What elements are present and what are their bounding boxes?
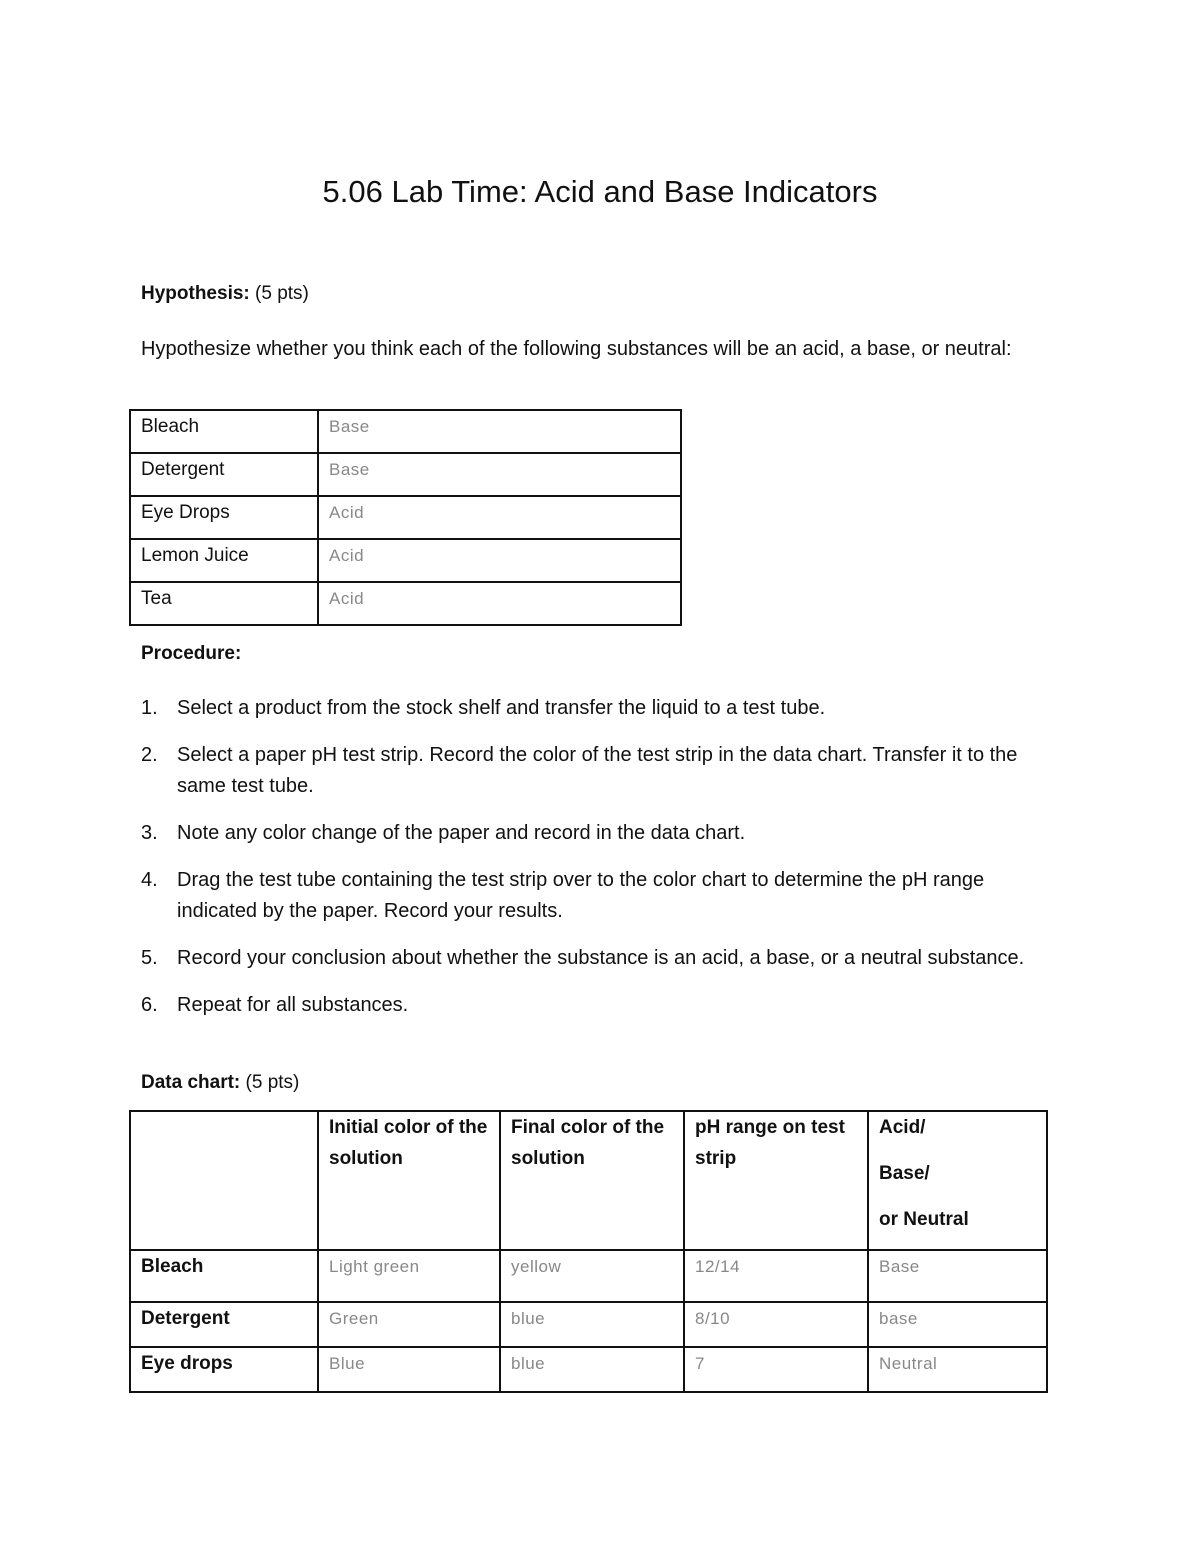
result-cell[interactable]: Neutral: [868, 1347, 1047, 1392]
ph-range-cell[interactable]: 7: [684, 1347, 868, 1392]
substance-cell: Eye Drops: [130, 496, 318, 539]
hypothesis-points: (5 pts): [249, 283, 309, 304]
list-item: [141, 740, 1041, 802]
step-text: Repeat for all substances.: [177, 994, 409, 1016]
page-title: 5.06 Lab Time: Acid and Base Indicators: [322, 174, 878, 209]
step-number: 6.: [141, 994, 158, 1016]
initial-color-cell[interactable]: Light green: [318, 1250, 500, 1302]
empty-header-cell: [130, 1111, 318, 1250]
step-text: Record your conclusion about whether the substance is an acid, a base, or a neutral substance.: [177, 947, 1025, 969]
answer-cell[interactable]: Base: [318, 410, 681, 453]
header-classification: [868, 1111, 1047, 1250]
substance-cell: Bleach: [130, 1250, 318, 1302]
procedure-list: [141, 693, 1041, 1037]
initial-color-cell[interactable]: Blue: [318, 1347, 500, 1392]
table-row: [130, 539, 681, 582]
substance-cell: Detergent: [130, 453, 318, 496]
header-final-color: Final color of the solution: [500, 1111, 684, 1250]
answer-cell[interactable]: Acid: [318, 496, 681, 539]
step-number: 2.: [141, 744, 158, 766]
data-chart-table: [129, 1110, 1048, 1393]
hypothesis-prompt: Hypothesize whether you think each of the following substances will be an acid, a base, or neutral:: [141, 338, 1012, 360]
final-color-cell[interactable]: blue: [500, 1302, 684, 1347]
list-item: [141, 990, 1041, 1021]
list-item: [141, 865, 1041, 927]
substance-cell: Tea: [130, 582, 318, 625]
header-class-line: Acid/: [879, 1117, 926, 1138]
answer-cell[interactable]: Base: [318, 453, 681, 496]
data-chart-points: (5 pts): [240, 1072, 300, 1093]
step-number: 5.: [141, 947, 158, 969]
final-color-cell[interactable]: blue: [500, 1347, 684, 1392]
substance-cell: Bleach: [130, 410, 318, 453]
list-item: [141, 693, 1041, 724]
ph-range-cell[interactable]: 12/14: [684, 1250, 868, 1302]
step-text: Select a paper pH test strip. Record the color of the test strip in the data chart. Transfer it to the same test tube.: [177, 744, 1018, 797]
substance-cell: Lemon Juice: [130, 539, 318, 582]
list-item: [141, 943, 1041, 974]
data-chart-heading: [141, 1071, 299, 1095]
step-number: 4.: [141, 869, 158, 891]
hypothesis-label: Hypothesis:: [141, 283, 250, 304]
table-row: [130, 582, 681, 625]
step-number: 1.: [141, 697, 158, 719]
header-initial-color: Initial color of the solution: [318, 1111, 500, 1250]
table-row: [130, 410, 681, 453]
step-number: 3.: [141, 822, 158, 844]
initial-color-cell[interactable]: Green: [318, 1302, 500, 1347]
list-item: [141, 818, 1041, 849]
table-row: [130, 496, 681, 539]
answer-cell[interactable]: Acid: [318, 539, 681, 582]
substance-cell: Eye drops: [130, 1347, 318, 1392]
table-row: [130, 1302, 1047, 1347]
step-text: Select a product from the stock shelf and transfer the liquid to a test tube.: [177, 697, 826, 719]
table-header-row: [130, 1111, 1047, 1250]
procedure-heading: Procedure:: [141, 643, 242, 664]
answer-cell[interactable]: Acid: [318, 582, 681, 625]
data-chart-label: Data chart:: [141, 1072, 241, 1093]
step-text: Drag the test tube containing the test strip over to the color chart to determine the pH range indicated by the paper. Record your results.: [177, 869, 985, 922]
hypothesis-table: [129, 409, 682, 626]
ph-range-cell[interactable]: 8/10: [684, 1302, 868, 1347]
step-text: Note any color change of the paper and record in the data chart.: [177, 822, 746, 844]
substance-cell: Detergent: [130, 1302, 318, 1347]
result-cell[interactable]: Base: [868, 1250, 1047, 1302]
header-class-line: Base/: [879, 1163, 930, 1184]
table-row: [130, 1347, 1047, 1392]
header-ph-range: pH range on test strip: [684, 1111, 868, 1250]
header-class-line: or Neutral: [879, 1209, 969, 1230]
table-row: [130, 1250, 1047, 1302]
table-row: [130, 453, 681, 496]
final-color-cell[interactable]: yellow: [500, 1250, 684, 1302]
hypothesis-heading: [141, 282, 309, 306]
result-cell[interactable]: base: [868, 1302, 1047, 1347]
